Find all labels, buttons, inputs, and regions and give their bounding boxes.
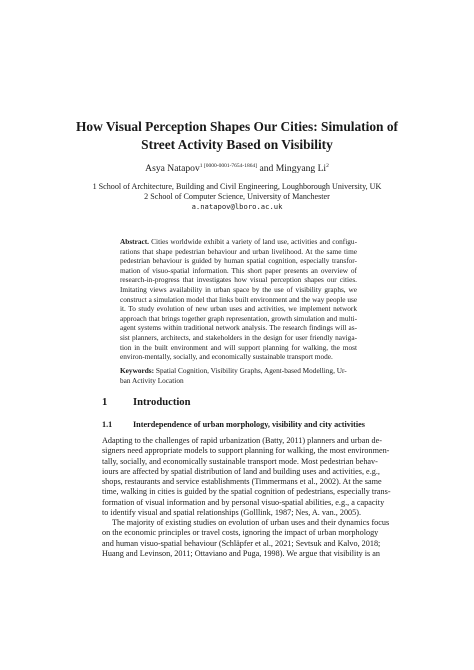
author-1-name: Asya Natapov xyxy=(145,163,200,174)
keywords xyxy=(120,366,357,385)
abstract-line: Abstract. Cities worldwide exhibit a variety of land use, activities and configu- xyxy=(120,237,357,246)
paragraph-line: Huang and Levinson, 2011; Ottaviano and Puga, 1998). We argue that visibility is an xyxy=(102,548,380,558)
abstract-line: research-in-progress that investigates how visual perception shapes our cities. xyxy=(120,275,357,285)
author-1-superscript: 1 [0000-0001-7654-1864] xyxy=(199,163,258,169)
abstract-line: mation of visuo-spatial information. This short paper presents an overview of xyxy=(120,265,357,275)
abstract-line: construct a simulation model that links built environment and the way people use xyxy=(120,294,358,304)
abstract-line: approach that brings together graph representation, growth simulation and multi- xyxy=(120,313,357,323)
affiliations xyxy=(60,182,414,212)
body-paragraph-2 xyxy=(102,518,390,559)
section-title: Introduction xyxy=(133,397,191,408)
paragraph-line: time, walking in cities is guided by the spatial cognition of pedestrians, especially trans- xyxy=(102,487,391,497)
abstract-line: sist planners, architects, and stakeholders in the design for user friendly naviga- xyxy=(120,332,357,342)
abstract-label: Abstract. xyxy=(120,237,149,246)
abstract-line: Imitating views availability in urban space by the use of visibility graphs, we xyxy=(120,284,357,294)
keywords-line: Keywords: Spatial Cognition, Visibility Graphs, Agent-based Modelling, Ur- xyxy=(120,366,347,375)
paragraph-line: tally, socially, and economically sustainable transport mode. Most pedestrian behav- xyxy=(102,456,378,466)
title-line-1: How Visual Perception Shapes Our Cities: Simulation of xyxy=(75,119,399,134)
body-paragraph-1 xyxy=(102,436,391,518)
abstract-line: agent systems within traditional network analysis. The research findings will as- xyxy=(120,323,357,333)
affiliation-1: 1 School of Architecture, Building and Civil Engineering, Loughborough University, UK xyxy=(92,182,382,191)
affiliation-2: 2 School of Computer Science, University of Manchester xyxy=(144,191,330,201)
abstract-line: pedestrian behaviour is guided by human spatial cognition, especially transfor- xyxy=(120,256,357,266)
abstract xyxy=(120,237,357,362)
subsection-title: Interdependence of urban morphology, visibility and city activities xyxy=(133,420,365,429)
section-number: 1 xyxy=(102,397,108,408)
subsection-heading xyxy=(102,420,365,430)
subsection-number: 1.1 xyxy=(102,420,113,429)
abstract-line: it. To study evolution of new urban uses and activities, we implement network xyxy=(120,304,357,314)
author-2-superscript: 2 xyxy=(326,163,329,169)
author-line xyxy=(60,163,414,175)
paragraph-line: on the economic principles or travel costs, ignoring the impact of urban morphology xyxy=(102,528,379,538)
section-heading xyxy=(102,396,191,409)
abstract-line: tion in the built environment and will support planning for walking, the most xyxy=(120,342,357,352)
paragraph-line: formation of visual information and by personal visuo-spatial abilities, e.g., a capacity xyxy=(102,497,385,507)
paragraph-line: The majority of existing studies on evolution of urban uses and their dynamics focus xyxy=(112,518,390,527)
paragraph-line: iours are affected by spatial distribution of land and building uses and activities, e.g., xyxy=(102,466,380,476)
paragraph-line: signers need appropriate models to support planning for walking, the most environmen- xyxy=(102,446,390,456)
abstract-line: rations that shape pedestrian behaviour and urban livelihood. At the same time xyxy=(120,246,357,256)
keywords-label: Keywords: xyxy=(120,366,155,375)
paragraph-line: Adapting to the challenges of rapid urbanization (Batty, 2011) planners and urban de- xyxy=(102,436,382,445)
title-line-2: Street Activity Based on Visibility xyxy=(141,136,333,152)
author-2-name: and Mingyang Li xyxy=(257,163,327,174)
paragraph-line: shops, restaurants and service establishments (Timmermans et al., 2002). At the same xyxy=(102,477,382,487)
author-email: a.natapov@lboro.ac.uk xyxy=(191,201,283,211)
paragraph-line: and human visuo-spatial behaviour (Schläpfer et al., 2021; Sevtsuk and Kalvo, 2018; xyxy=(102,538,381,548)
paragraph-line: to identify visual and spatial relationships (Golllink, 1987; Nes, A. van., 2005). xyxy=(102,508,362,518)
keywords-line: ban Activity Location xyxy=(120,375,184,385)
paper-title xyxy=(60,118,414,153)
abstract-line: environ-mentally, socially, and economically sustainable transport mode. xyxy=(120,352,333,362)
